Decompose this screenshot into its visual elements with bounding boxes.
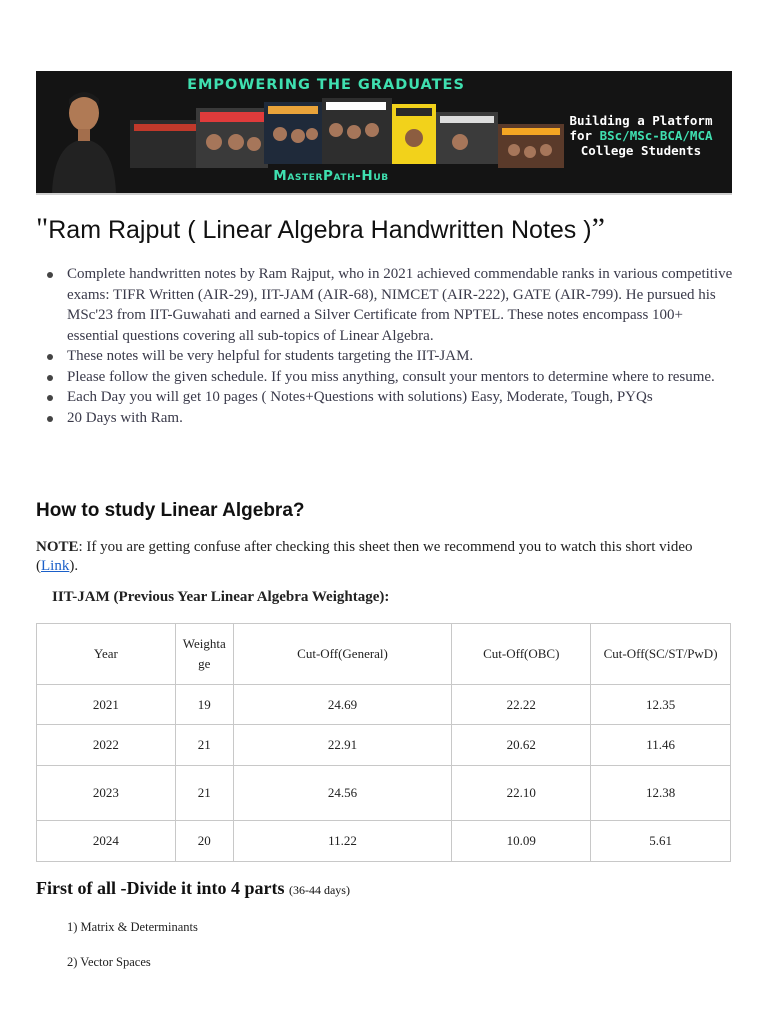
- table-cell: 2023: [37, 766, 176, 821]
- tagline-prefix: for: [569, 128, 600, 143]
- instructor-photo: [50, 87, 118, 193]
- parts-duration: (36-44 days): [288, 883, 350, 897]
- table-cell: 2022: [37, 725, 176, 766]
- table-cell: 10.09: [452, 821, 591, 862]
- table-cell: 24.56: [233, 766, 452, 821]
- page-title: [36, 212, 736, 246]
- intro-bullet-list: [36, 264, 736, 428]
- table-cell: 11.22: [233, 821, 452, 862]
- table-cell: 20: [175, 821, 233, 862]
- video-link[interactable]: Link: [41, 558, 70, 574]
- table-cell: 20.62: [452, 725, 591, 766]
- parts-heading-text: First of all -Divide it into 4 parts: [36, 878, 285, 898]
- header-banner: [36, 71, 732, 195]
- column-header-year: Year: [37, 624, 176, 685]
- table-cell: 22.10: [452, 766, 591, 821]
- table-row: [37, 725, 731, 766]
- column-header-weightage: Weightage: [175, 624, 233, 685]
- weightage-heading: IIT-JAM (Previous Year Linear Algebra Weightage):: [52, 589, 390, 605]
- table-row: [37, 821, 731, 862]
- column-header-cutoff-obc: Cut-Off(OBC): [452, 624, 591, 685]
- table-cell: 21: [175, 766, 233, 821]
- note-text: : If you are getting confuse after checking this sheet then we recommend you to watch this short video (: [36, 539, 693, 574]
- table-cell: 2024: [37, 821, 176, 862]
- tagline-line-1: Building a Platform: [569, 113, 713, 128]
- parts-heading: [36, 878, 350, 899]
- table-cell: 11.46: [591, 725, 731, 766]
- tagline-line-3: College Students: [580, 143, 702, 158]
- table-cell: 5.61: [591, 821, 731, 862]
- intro-bullet: 20 Days with Ram.: [36, 408, 736, 429]
- note-paragraph: [36, 538, 736, 576]
- table-cell: 21: [175, 725, 233, 766]
- table-cell: 22.91: [233, 725, 452, 766]
- table-header-row: [37, 624, 731, 685]
- banner-tagline: [556, 113, 726, 158]
- tagline-line-2: [556, 128, 726, 143]
- table-cell: 2021: [37, 685, 176, 725]
- course-thumbnails-collage: [130, 98, 564, 168]
- title-close-quote: ”: [591, 212, 605, 245]
- tagline-accent: BSc/MSc-BCA/MCA: [599, 128, 713, 143]
- table-cell: 24.69: [233, 685, 452, 725]
- intro-bullet: These notes will be very helpful for students targeting the IIT-JAM.: [36, 346, 736, 367]
- column-header-cutoff-general: Cut-Off(General): [233, 624, 452, 685]
- table-row: [37, 685, 731, 725]
- intro-bullet: Complete handwritten notes by Ram Rajput, who in 2021 achieved commendable ranks in various competitive exams: TIFR Written (AIR-29), IIT-JAM (AIR-68), NIMCET (AIR-222), GATE (AIR-799). He pursued his MSc'23 from IIT-Guwahati and earned a Silver Certificate from NPTEL. These notes encompass 100+ essential questions covering all sub-topics of Linear Algebra.: [36, 264, 736, 346]
- column-header-cutoff-sc-st-pwd: Cut-Off(SC/ST/PwD): [591, 624, 731, 685]
- intro-bullet: Please follow the given schedule. If you miss anything, consult your mentors to determine where to resume.: [36, 367, 736, 388]
- brand-name: MasterPath-Hub: [273, 168, 389, 184]
- table-cell: 12.38: [591, 766, 731, 821]
- note-suffix: ).: [69, 558, 79, 574]
- table-cell: 22.22: [452, 685, 591, 725]
- note-label: NOTE: [36, 539, 79, 555]
- banner-headline: EMPOWERING THE GRADUATES: [187, 77, 465, 93]
- title-text: Ram Rajput ( Linear Algebra Handwritten Notes ): [48, 216, 592, 244]
- title-open-quote: ": [36, 212, 49, 245]
- table-cell: 19: [175, 685, 233, 725]
- table-row: [37, 766, 731, 821]
- part-item: 1) Matrix & Determinants: [67, 920, 198, 934]
- weightage-table: [36, 623, 731, 862]
- table-cell: 12.35: [591, 685, 731, 725]
- intro-bullet: Each Day you will get 10 pages ( Notes+Questions with solutions) Easy, Moderate, Tough, PYQs: [36, 387, 736, 408]
- section-heading: How to study Linear Algebra?: [36, 500, 305, 521]
- part-item: 2) Vector Spaces: [67, 955, 151, 969]
